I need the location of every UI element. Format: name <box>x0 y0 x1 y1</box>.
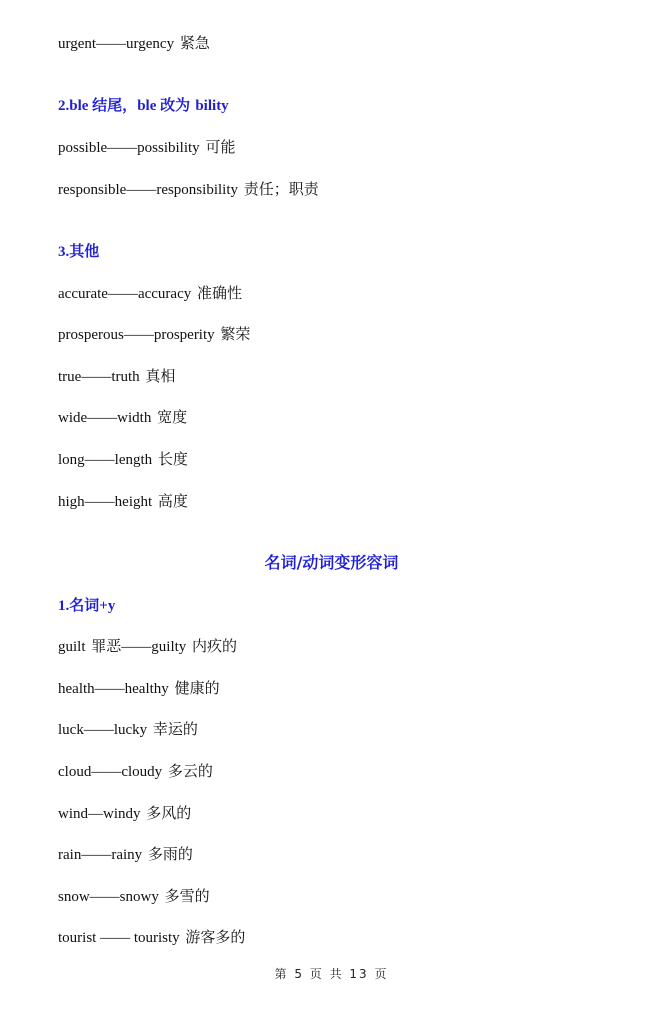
vocab-item-wind <box>58 803 191 824</box>
english-word-pair: rain——rainy <box>58 847 143 863</box>
page-number-footer: 第 5 页 共 13 页 <box>274 967 389 981</box>
vocab-item-possible <box>58 137 235 158</box>
english-word-pair: wide——width <box>58 410 152 426</box>
vocab-item-wide <box>58 407 187 428</box>
english-word-pair: snow——snowy <box>58 889 159 905</box>
vocab-item-high <box>58 491 188 512</box>
chinese-meaning: 宽度 <box>157 408 188 426</box>
english-word-pair: possible——possibility <box>58 140 200 156</box>
chinese-meaning: 真相 <box>145 367 176 385</box>
heading-part: +y <box>99 598 116 614</box>
vocab-item-snow <box>58 886 210 907</box>
chinese-meaning: 责任；职责 <box>243 180 319 198</box>
english-word-pair: long——length <box>58 452 153 468</box>
heading-part: 结尾， <box>92 96 138 114</box>
vocab-item-health <box>58 678 220 699</box>
english-word-pair: luck——lucky <box>58 722 148 738</box>
vocab-item-cloud <box>58 761 213 782</box>
english-word-pair: tourist —— touristy <box>58 930 180 946</box>
chinese-meaning: 内疚的 <box>192 637 238 655</box>
vocab-item-urgent <box>58 33 210 54</box>
heading-part: 1. <box>58 598 70 614</box>
vocab-item-guilt <box>58 636 237 657</box>
heading-part: 其他 <box>69 242 100 260</box>
section-heading-ble <box>58 95 229 116</box>
vocab-item-long <box>58 449 188 470</box>
english-word-pair: health——healthy <box>58 681 169 697</box>
english-word-pair: responsible——responsibility <box>58 182 238 198</box>
chinese-meaning: 多雨的 <box>147 845 193 863</box>
heading-part: ble <box>137 98 161 114</box>
heading-part: 2.ble <box>58 98 93 114</box>
chinese-meaning: 繁荣 <box>220 325 251 343</box>
english-word-pair: true——truth <box>58 369 140 385</box>
chinese-meaning: 多风的 <box>146 804 192 822</box>
vocab-item-tourist <box>58 927 245 948</box>
english-word: guilt <box>58 639 86 655</box>
english-word: ——guilty <box>121 639 187 655</box>
chinese-meaning: 罪恶 <box>91 637 122 655</box>
english-word-pair: wind—windy <box>58 806 141 822</box>
chinese-meaning: 多雪的 <box>164 887 210 905</box>
section-heading-other <box>58 241 99 262</box>
vocab-item-luck <box>58 719 198 740</box>
vocab-item-accurate <box>58 283 242 304</box>
chinese-meaning: 多云的 <box>167 762 213 780</box>
chinese-meaning: 幸运的 <box>152 720 198 738</box>
vocab-item-true <box>58 366 175 387</box>
chinese-meaning: 健康的 <box>174 679 220 697</box>
chinese-meaning: 游客多的 <box>185 928 246 946</box>
heading-part: 3. <box>58 244 70 260</box>
chinese-meaning: 长度 <box>157 450 188 468</box>
english-word-pair: cloud——cloudy <box>58 764 163 780</box>
vocab-item-rain <box>58 844 193 865</box>
english-word-pair: prosperous——prosperity <box>58 327 215 343</box>
chinese-meaning: 紧急 <box>179 34 210 52</box>
chinese-meaning: 高度 <box>157 492 188 510</box>
heading-part: 名词 <box>69 596 100 614</box>
section-heading-noun-y <box>58 595 115 616</box>
chinese-meaning: 准确性 <box>197 284 243 302</box>
section-title: 名词/动词变形容词 <box>264 553 399 572</box>
vocab-item-responsible <box>58 179 319 200</box>
english-word-pair: high——height <box>58 494 153 510</box>
english-word-pair: accurate——accuracy <box>58 286 192 302</box>
english-word-pair: urgent——urgency <box>58 36 175 52</box>
chinese-meaning: 可能 <box>205 138 236 156</box>
vocab-item-prosperous <box>58 324 250 345</box>
heading-part: 改为 <box>160 96 196 114</box>
heading-part: bility <box>195 98 229 114</box>
